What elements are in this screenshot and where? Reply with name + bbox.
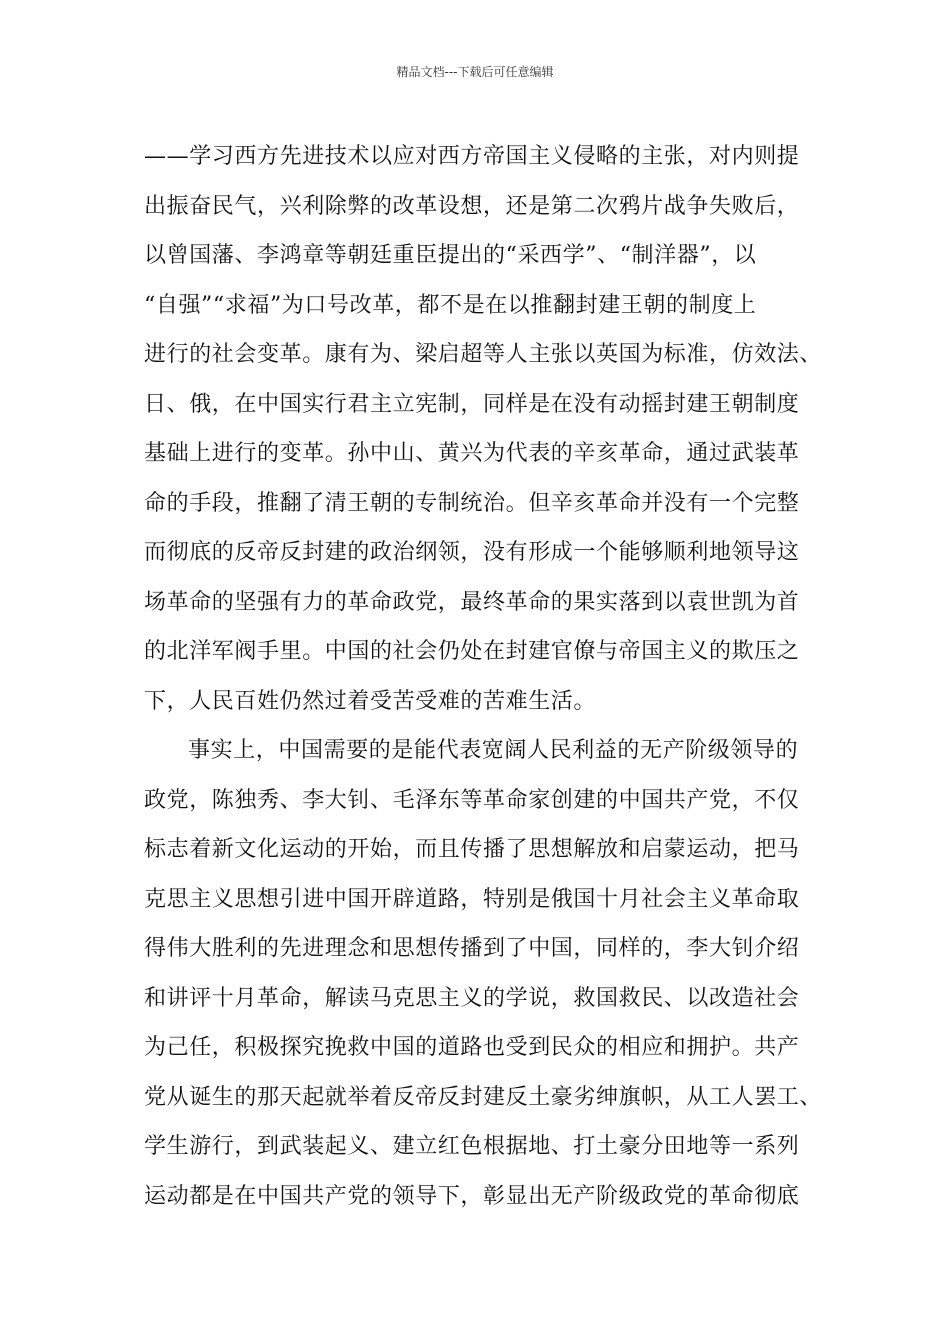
text-line: 以曾国藩、李鸿章等朝廷重臣提出的“采西学”、“制洋器”，以 bbox=[144, 243, 757, 268]
paragraph-2 bbox=[144, 726, 823, 1221]
text-line: 克思主义思想引进中国开辟道路，特别是俄国十月社会主义革命取 bbox=[144, 886, 800, 912]
paragraph-1 bbox=[144, 132, 823, 726]
text-line: 基础上进行的变革。孙中山、黄兴为代表的辛亥革命，通过武装革 bbox=[144, 441, 800, 466]
text-line: 场革命的坚强有力的革命政党，最终革命的果实落到以袁世凯为首 bbox=[144, 589, 800, 615]
text-line: 为己任，积极探究挽救中国的道路也受到民众的相应和拥护。共产 bbox=[144, 1035, 800, 1060]
text-line: 学生游行，到武装起义、建立红色根据地、打土豪分田地等一系列 bbox=[144, 1134, 800, 1159]
text-line: 进行的社会变革。康有为、梁启超等人主张以英国为标准，仿效法、 bbox=[144, 342, 823, 367]
text-line: 的北洋军阀手里。中国的社会仍处在封建官僚与帝国主义的欺压之 bbox=[144, 639, 800, 664]
text-line: 标志着新文化运动的开始，而且传播了思想解放和启蒙运动，把马 bbox=[144, 837, 800, 862]
text-line: 和讲评十月革命，解读马克思主义的学说，救国救民、以改造社会 bbox=[144, 985, 800, 1011]
text-line: 运动都是在中国共产党的领导下，彰显出无产阶级政党的革命彻底 bbox=[144, 1183, 800, 1209]
text-line: ——学习西方先进技术以应对西方帝国主义侵略的主张，对内则提 bbox=[144, 144, 800, 169]
text-line: 事实上，中国需要的是能代表宽阔人民利益的无产阶级领导的 bbox=[188, 738, 799, 763]
page-header: 精品文档---下载后可任意编辑 bbox=[396, 65, 554, 79]
text-line: 命的手段，推翻了清王朝的专制统治。但辛亥革命并没有一个完整 bbox=[144, 490, 800, 516]
text-line: “自强”“求福”为口号改革，都不是在以推翻封建王朝的制度上 bbox=[144, 292, 757, 318]
text-line: 而彻底的反帝反封建的政治纲领，没有形成一个能够顺利地领导这 bbox=[144, 540, 800, 565]
text-line: 下，人民百姓仍然过着受苦受难的苦难生活。 bbox=[144, 688, 597, 714]
text-line: 党从诞生的那天起就举着反帝反封建反土豪劣绅旗帜，从工人罢工、 bbox=[144, 1084, 823, 1110]
text-line: 得伟大胜利的先进理念和思想传播到了中国，同样的，李大钊介绍 bbox=[144, 936, 800, 961]
text-line: 日、俄，在中国实行君主立宪制，同样是在没有动摇封建王朝制度 bbox=[144, 391, 800, 417]
text-line: 出振奋民气，兴利除弊的改革设想，还是第二次鸦片战争失败后， bbox=[144, 193, 800, 219]
document-body bbox=[144, 132, 823, 1221]
text-line: 政党，陈独秀、李大钊、毛泽东等革命家创建的中国共产党，不仅 bbox=[144, 787, 800, 813]
